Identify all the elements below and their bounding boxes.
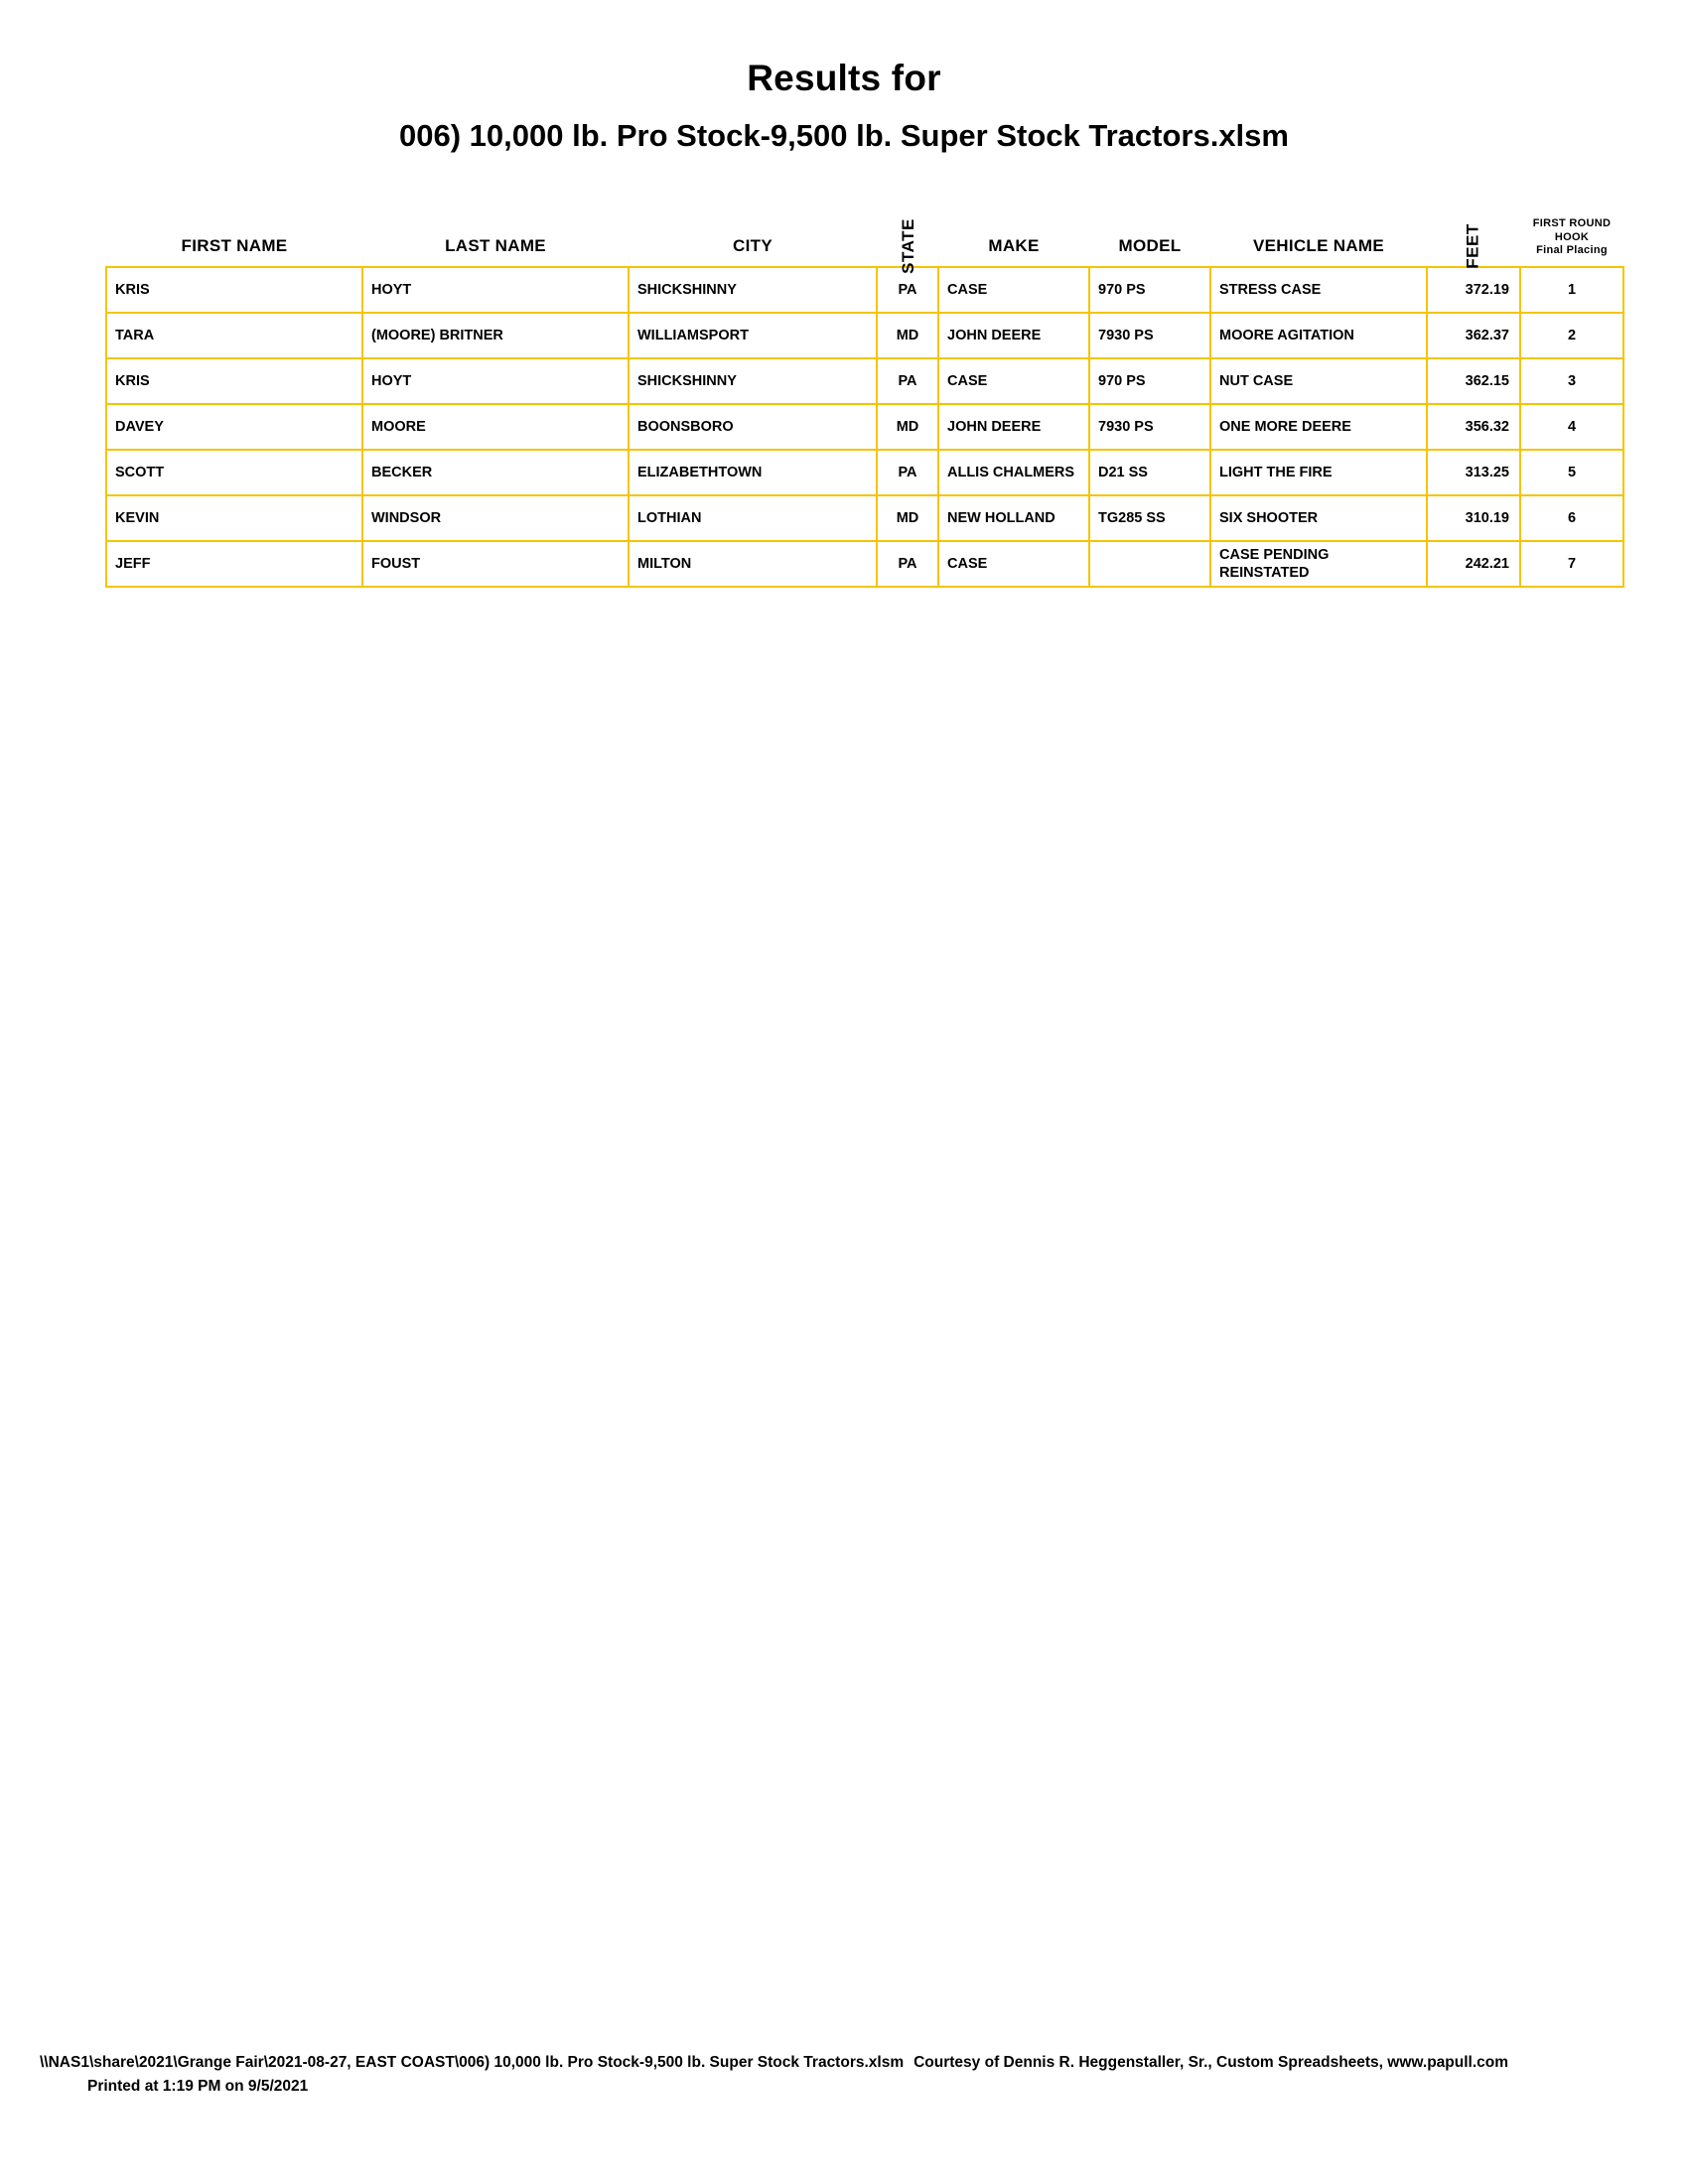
cell-last-name: FOUST [362,541,629,587]
cell-last-name: MOORE [362,404,629,450]
cell-vehicle-name: MOORE AGITATION [1210,313,1427,358]
column-header-last-name: LAST NAME [445,236,546,256]
footer-printed-timestamp: Printed at 1:19 PM on 9/5/2021 [87,2077,309,2095]
cell-city: MILTON [629,541,877,587]
cell-feet: 242.21 [1427,541,1520,587]
cell-make: CASE [938,267,1089,313]
cell-make: JOHN DEERE [938,313,1089,358]
cell-model: 7930 PS [1089,404,1210,450]
column-header-vehicle-name: VEHICLE NAME [1252,236,1385,256]
page-title-primary: Results for [747,58,941,98]
column-header-state-label: STATE [898,218,917,275]
column-header-state [877,179,938,275]
page-title-secondary: 006) 10,000 lb. Pro Stock-9,500 lb. Super Stock Tractors.xlsm [399,117,1289,153]
column-header-make: MAKE [988,236,1040,256]
table-row [106,358,1623,404]
results-table [105,179,1624,588]
cell-feet: 372.19 [1427,267,1520,313]
document-title-block [0,0,1688,153]
cell-first-name: KRIS [106,267,362,313]
cell-placing: 6 [1520,495,1623,541]
cell-first-name: SCOTT [106,450,362,495]
cell-first-name: DAVEY [106,404,362,450]
cell-city: SHICKSHINNY [629,267,877,313]
cell-city: BOONSBORO [629,404,877,450]
column-header-placing-line3: Final Placing [1536,244,1608,257]
cell-vehicle-name: LIGHT THE FIRE [1210,450,1427,495]
table-row [106,313,1623,358]
footer-print-info [40,2075,1648,2099]
cell-state: MD [877,495,938,541]
cell-vehicle-name: SIX SHOOTER [1210,495,1427,541]
column-header-first-name: FIRST NAME [181,236,288,256]
cell-state: PA [877,267,938,313]
cell-feet: 362.37 [1427,313,1520,358]
cell-first-name: KEVIN [106,495,362,541]
cell-feet: 362.15 [1427,358,1520,404]
column-header-placing-line1: FIRST ROUND [1532,216,1612,229]
cell-model: 7930 PS [1089,313,1210,358]
cell-city: ELIZABETHTOWN [629,450,877,495]
cell-first-name: KRIS [106,358,362,404]
results-table-body [106,267,1623,587]
table-row [106,404,1623,450]
cell-model: D21 SS [1089,450,1210,495]
cell-first-name: JEFF [106,541,362,587]
cell-last-name: HOYT [362,267,629,313]
page-footer [40,2051,1648,2099]
footer-file-path: \\NAS1\share\2021\Grange Fair\2021-08-27, EAST COAST\006) 10,000 lb. Pro Stock-9,500 lb. Super Stock Tractors.xlsm [40,2053,905,2071]
column-header-feet [1427,179,1520,267]
cell-placing: 1 [1520,267,1623,313]
cell-placing: 7 [1520,541,1623,587]
cell-make: NEW HOLLAND [938,495,1089,541]
table-row [106,267,1623,313]
column-header-model: MODEL [1118,236,1182,256]
cell-state: PA [877,450,938,495]
cell-make: ALLIS CHALMERS [938,450,1089,495]
cell-city: SHICKSHINNY [629,358,877,404]
column-header-feet-label: FEET [1463,223,1482,269]
column-header-city: CITY [733,236,773,256]
cell-state: MD [877,404,938,450]
cell-city: LOTHIAN [629,495,877,541]
cell-last-name: HOYT [362,358,629,404]
cell-last-name: WINDSOR [362,495,629,541]
cell-placing: 3 [1520,358,1623,404]
footer-courtesy: Courtesy of Dennis R. Heggenstaller, Sr., Custom Spreadsheets, www.papull.com [914,2053,1509,2071]
cell-placing: 2 [1520,313,1623,358]
cell-model: TG285 SS [1089,495,1210,541]
cell-vehicle-name: STRESS CASE [1210,267,1427,313]
cell-vehicle-name: NUT CASE [1210,358,1427,404]
cell-feet: 313.25 [1427,450,1520,495]
cell-make: CASE [938,358,1089,404]
cell-make: JOHN DEERE [938,404,1089,450]
cell-city: WILLIAMSPORT [629,313,877,358]
column-header-final-placing [1520,179,1623,267]
cell-placing: 4 [1520,404,1623,450]
cell-model: 970 PS [1089,267,1210,313]
cell-feet: 356.32 [1427,404,1520,450]
cell-state: PA [877,358,938,404]
cell-model [1089,541,1210,587]
cell-last-name: (MOORE) BRITNER [362,313,629,358]
cell-vehicle-name: ONE MORE DEERE [1210,404,1427,450]
cell-first-name: TARA [106,313,362,358]
table-row [106,450,1623,495]
table-row [106,541,1623,587]
cell-last-name: BECKER [362,450,629,495]
cell-vehicle-name: CASE PENDING REINSTATED [1210,541,1427,587]
table-row [106,495,1623,541]
cell-placing: 5 [1520,450,1623,495]
column-header-placing-line2: HOOK [1554,230,1590,243]
cell-feet: 310.19 [1427,495,1520,541]
cell-model: 970 PS [1089,358,1210,404]
cell-state: MD [877,313,938,358]
cell-state: PA [877,541,938,587]
footer-path-and-courtesy [40,2051,1648,2075]
results-table-container [66,179,1622,588]
table-header-row [106,179,1623,275]
cell-make: CASE [938,541,1089,587]
